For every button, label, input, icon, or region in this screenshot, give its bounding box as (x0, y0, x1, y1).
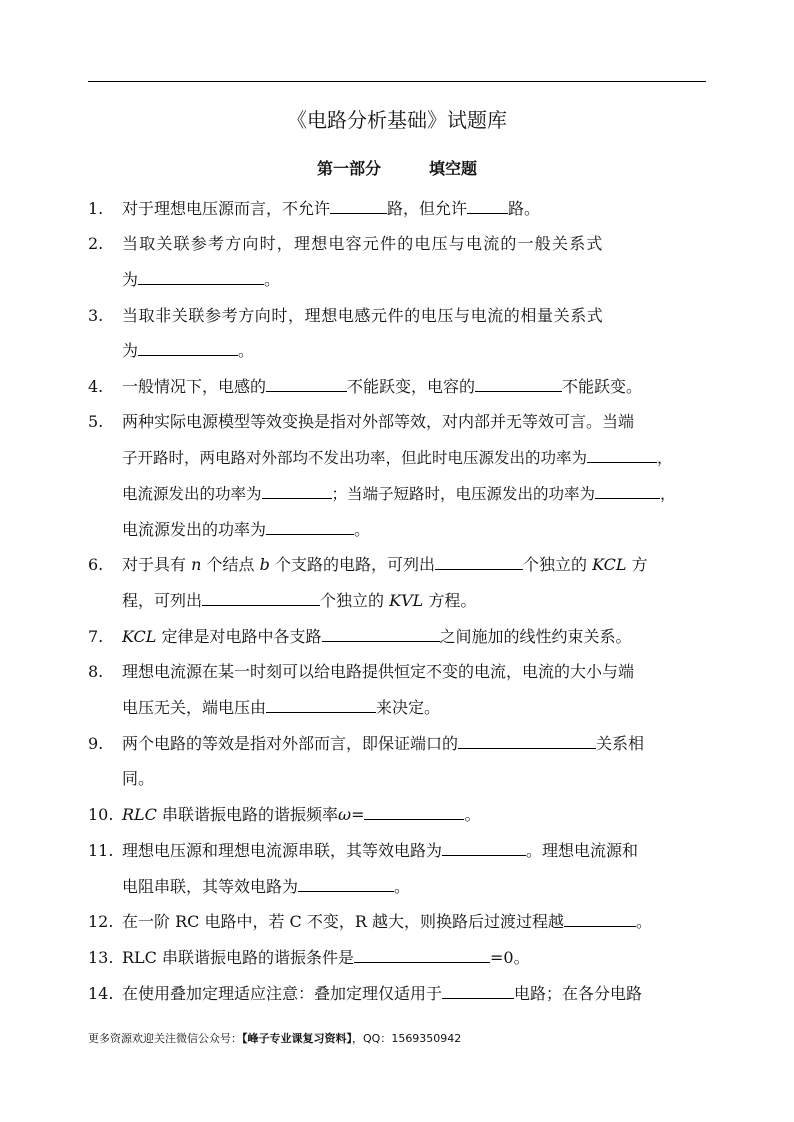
question-6-text (122, 555, 648, 575)
text: 路。 (508, 199, 541, 218)
variable-b: b (259, 555, 270, 574)
text: = (351, 805, 365, 824)
section-part: 第一部分 (316, 159, 381, 178)
question-10-text (122, 805, 481, 825)
question-5-line3 (122, 484, 676, 504)
text: 路，但允许 (387, 199, 468, 218)
text: RLC 串联谐振电路的谐振条件是 (122, 948, 355, 967)
answer-blank[interactable] (266, 377, 347, 392)
question-number: 2. (88, 234, 104, 253)
text: ；当端子短路时，电压源发出的功率为 (331, 485, 596, 503)
text: 。 (464, 805, 481, 824)
text: ， (660, 485, 676, 503)
question-1 (88, 199, 103, 219)
text: 电流源发出的功率为 (122, 485, 262, 503)
question-number: 6. (88, 555, 104, 574)
text: 。理想电流源和 (526, 841, 639, 860)
answer-blank[interactable] (467, 199, 508, 214)
text: 个独立的 (522, 555, 587, 574)
question-9 (88, 734, 103, 754)
page-title: 《电路分析基础》试题库 (287, 108, 507, 132)
question-3 (88, 306, 103, 326)
answer-blank[interactable] (138, 270, 264, 285)
question-2-cont (122, 270, 280, 290)
text: 定律是对电路中各支路 (161, 627, 322, 646)
question-number: 7. (88, 627, 104, 646)
text: 。 (636, 912, 653, 931)
text: 电路；在各分电路 (514, 984, 643, 1003)
question-13 (88, 948, 113, 968)
answer-blank[interactable] (266, 520, 354, 535)
text: 个独立的 (320, 591, 385, 610)
answer-blank[interactable] (435, 555, 523, 570)
question-14 (88, 984, 113, 1004)
variable-n: n (191, 555, 202, 574)
question-2-text (122, 234, 604, 254)
question-5-line2 (122, 448, 673, 468)
text: 方程。 (428, 591, 477, 610)
answer-blank[interactable] (587, 448, 657, 463)
question-number: 1. (88, 199, 104, 218)
footer-text: 更多资源欢迎关注微信公众号： (88, 1032, 242, 1045)
question-6-cont (122, 591, 476, 611)
question-1-text (122, 199, 540, 219)
footer-note (88, 1030, 461, 1046)
answer-blank[interactable] (262, 484, 332, 499)
question-number: 13. (88, 948, 114, 967)
text: 两个电路的等效是指对外部而言，即保证端口的 (122, 734, 459, 753)
question-5 (88, 412, 103, 432)
question-12 (88, 912, 113, 932)
text: 理想电流源在某一时刻可以给电路提供恒定不变的电流，电流的大小与端 (122, 662, 635, 681)
question-9-text (122, 734, 644, 754)
text: 不能跃变，电容的 (347, 377, 476, 396)
text: 两种实际电源模型等效变换是指对外部等效，对内部并无等效可言。当端 (122, 412, 635, 431)
question-11-cont (122, 877, 410, 897)
answer-blank[interactable] (266, 698, 376, 713)
answer-blank[interactable] (442, 984, 514, 999)
question-6 (88, 555, 103, 575)
footer-qq: ，QQ：1569350942 (352, 1032, 462, 1045)
answer-blank[interactable] (354, 948, 490, 963)
text: 在使用叠加定理适应注意：叠加定理仅适用于 (122, 984, 443, 1003)
answer-blank[interactable] (442, 841, 526, 856)
question-number: 14. (88, 984, 114, 1003)
text: 电流源发出的功率为 (122, 520, 267, 539)
question-4-text (122, 377, 642, 397)
question-2 (88, 234, 103, 254)
omega-symbol: ω (338, 805, 352, 824)
kvl-label: KVL (389, 591, 424, 610)
text: 在一阶 RC 电路中，若 C 不变，R 越大，则换路后过渡过程越 (122, 912, 565, 931)
text: 一般情况下，电感的 (122, 377, 267, 396)
question-11 (88, 841, 113, 861)
question-3-cont (122, 341, 254, 361)
question-number: 3. (88, 306, 104, 325)
answer-blank[interactable] (138, 341, 238, 356)
answer-blank[interactable] (330, 199, 387, 214)
text: 同。 (122, 769, 155, 788)
question-7 (88, 627, 103, 647)
answer-blank[interactable] (202, 591, 320, 606)
text: 。 (394, 877, 411, 896)
text: 之间施加的线性约束关系。 (439, 627, 632, 646)
footer-account: 【峰子专业课复习资料】 (242, 1032, 352, 1045)
text: ， (657, 449, 673, 467)
question-12-text (122, 912, 652, 932)
text: 当取关联参考方向时，理想电容元件的电压与电流的一般关系式 (122, 234, 604, 253)
text: 电压无关，端电压由 (122, 698, 267, 717)
question-number: 9. (88, 734, 104, 753)
answer-blank[interactable] (595, 484, 660, 499)
answer-blank[interactable] (564, 912, 636, 927)
text: 子开路时，两电路对外部均不发出功率，但此时电压源发出的功率为 (122, 449, 588, 467)
text: 来决定。 (376, 698, 441, 717)
question-7-text (122, 627, 632, 647)
answer-blank[interactable] (322, 627, 440, 642)
question-3-text (122, 306, 603, 326)
header-rule (88, 81, 706, 82)
question-8 (88, 662, 103, 682)
text: 对于理想电压源而言，不允许 (122, 199, 331, 218)
text: 串联谐振电路的谐振频率 (162, 805, 339, 824)
text: 个结点 (206, 555, 255, 574)
answer-blank[interactable] (298, 877, 394, 892)
question-4 (88, 377, 103, 397)
question-8-text (122, 662, 634, 682)
question-10 (88, 805, 113, 825)
question-5-line4 (122, 520, 370, 540)
text: 理想电压源和理想电流源串联，其等效电路为 (122, 841, 443, 860)
question-5-text (122, 412, 634, 432)
text: 个支路的电路，可列出 (274, 555, 435, 574)
question-number: 5. (88, 412, 104, 431)
text: 对于具有 (122, 555, 187, 574)
section-heading (0, 156, 794, 179)
question-number: 11. (88, 841, 114, 860)
question-number: 4. (88, 377, 104, 396)
rlc-label: RLC (122, 805, 157, 824)
text: 不能跃变。 (562, 377, 643, 396)
text: 。 (354, 520, 371, 539)
text: 方 (631, 555, 648, 574)
question-8-cont (122, 698, 440, 718)
text: =0。 (490, 948, 530, 967)
text: 电阻串联，其等效电路为 (122, 877, 299, 896)
text: 。 (238, 341, 255, 360)
kcl-label: KCL (592, 555, 627, 574)
question-11-text (122, 841, 638, 861)
text: 为 (122, 270, 139, 289)
text: 。 (264, 270, 281, 289)
question-number: 12. (88, 912, 114, 931)
kcl-label: KCL (122, 627, 157, 646)
text: 当取非关联参考方向时，理想电感元件的电压与电流的相量关系式 (122, 306, 604, 325)
question-number: 10. (88, 805, 114, 824)
answer-blank[interactable] (364, 805, 464, 820)
question-number: 8. (88, 662, 104, 681)
answer-blank[interactable] (458, 734, 596, 749)
text: 程，可列出 (122, 591, 203, 610)
question-13-text (122, 948, 530, 968)
answer-blank[interactable] (475, 377, 562, 392)
question-14-text (122, 984, 642, 1004)
text: 关系相 (596, 734, 645, 753)
section-name: 填空题 (429, 159, 478, 178)
text: 为 (122, 341, 139, 360)
question-9-cont (122, 769, 154, 789)
